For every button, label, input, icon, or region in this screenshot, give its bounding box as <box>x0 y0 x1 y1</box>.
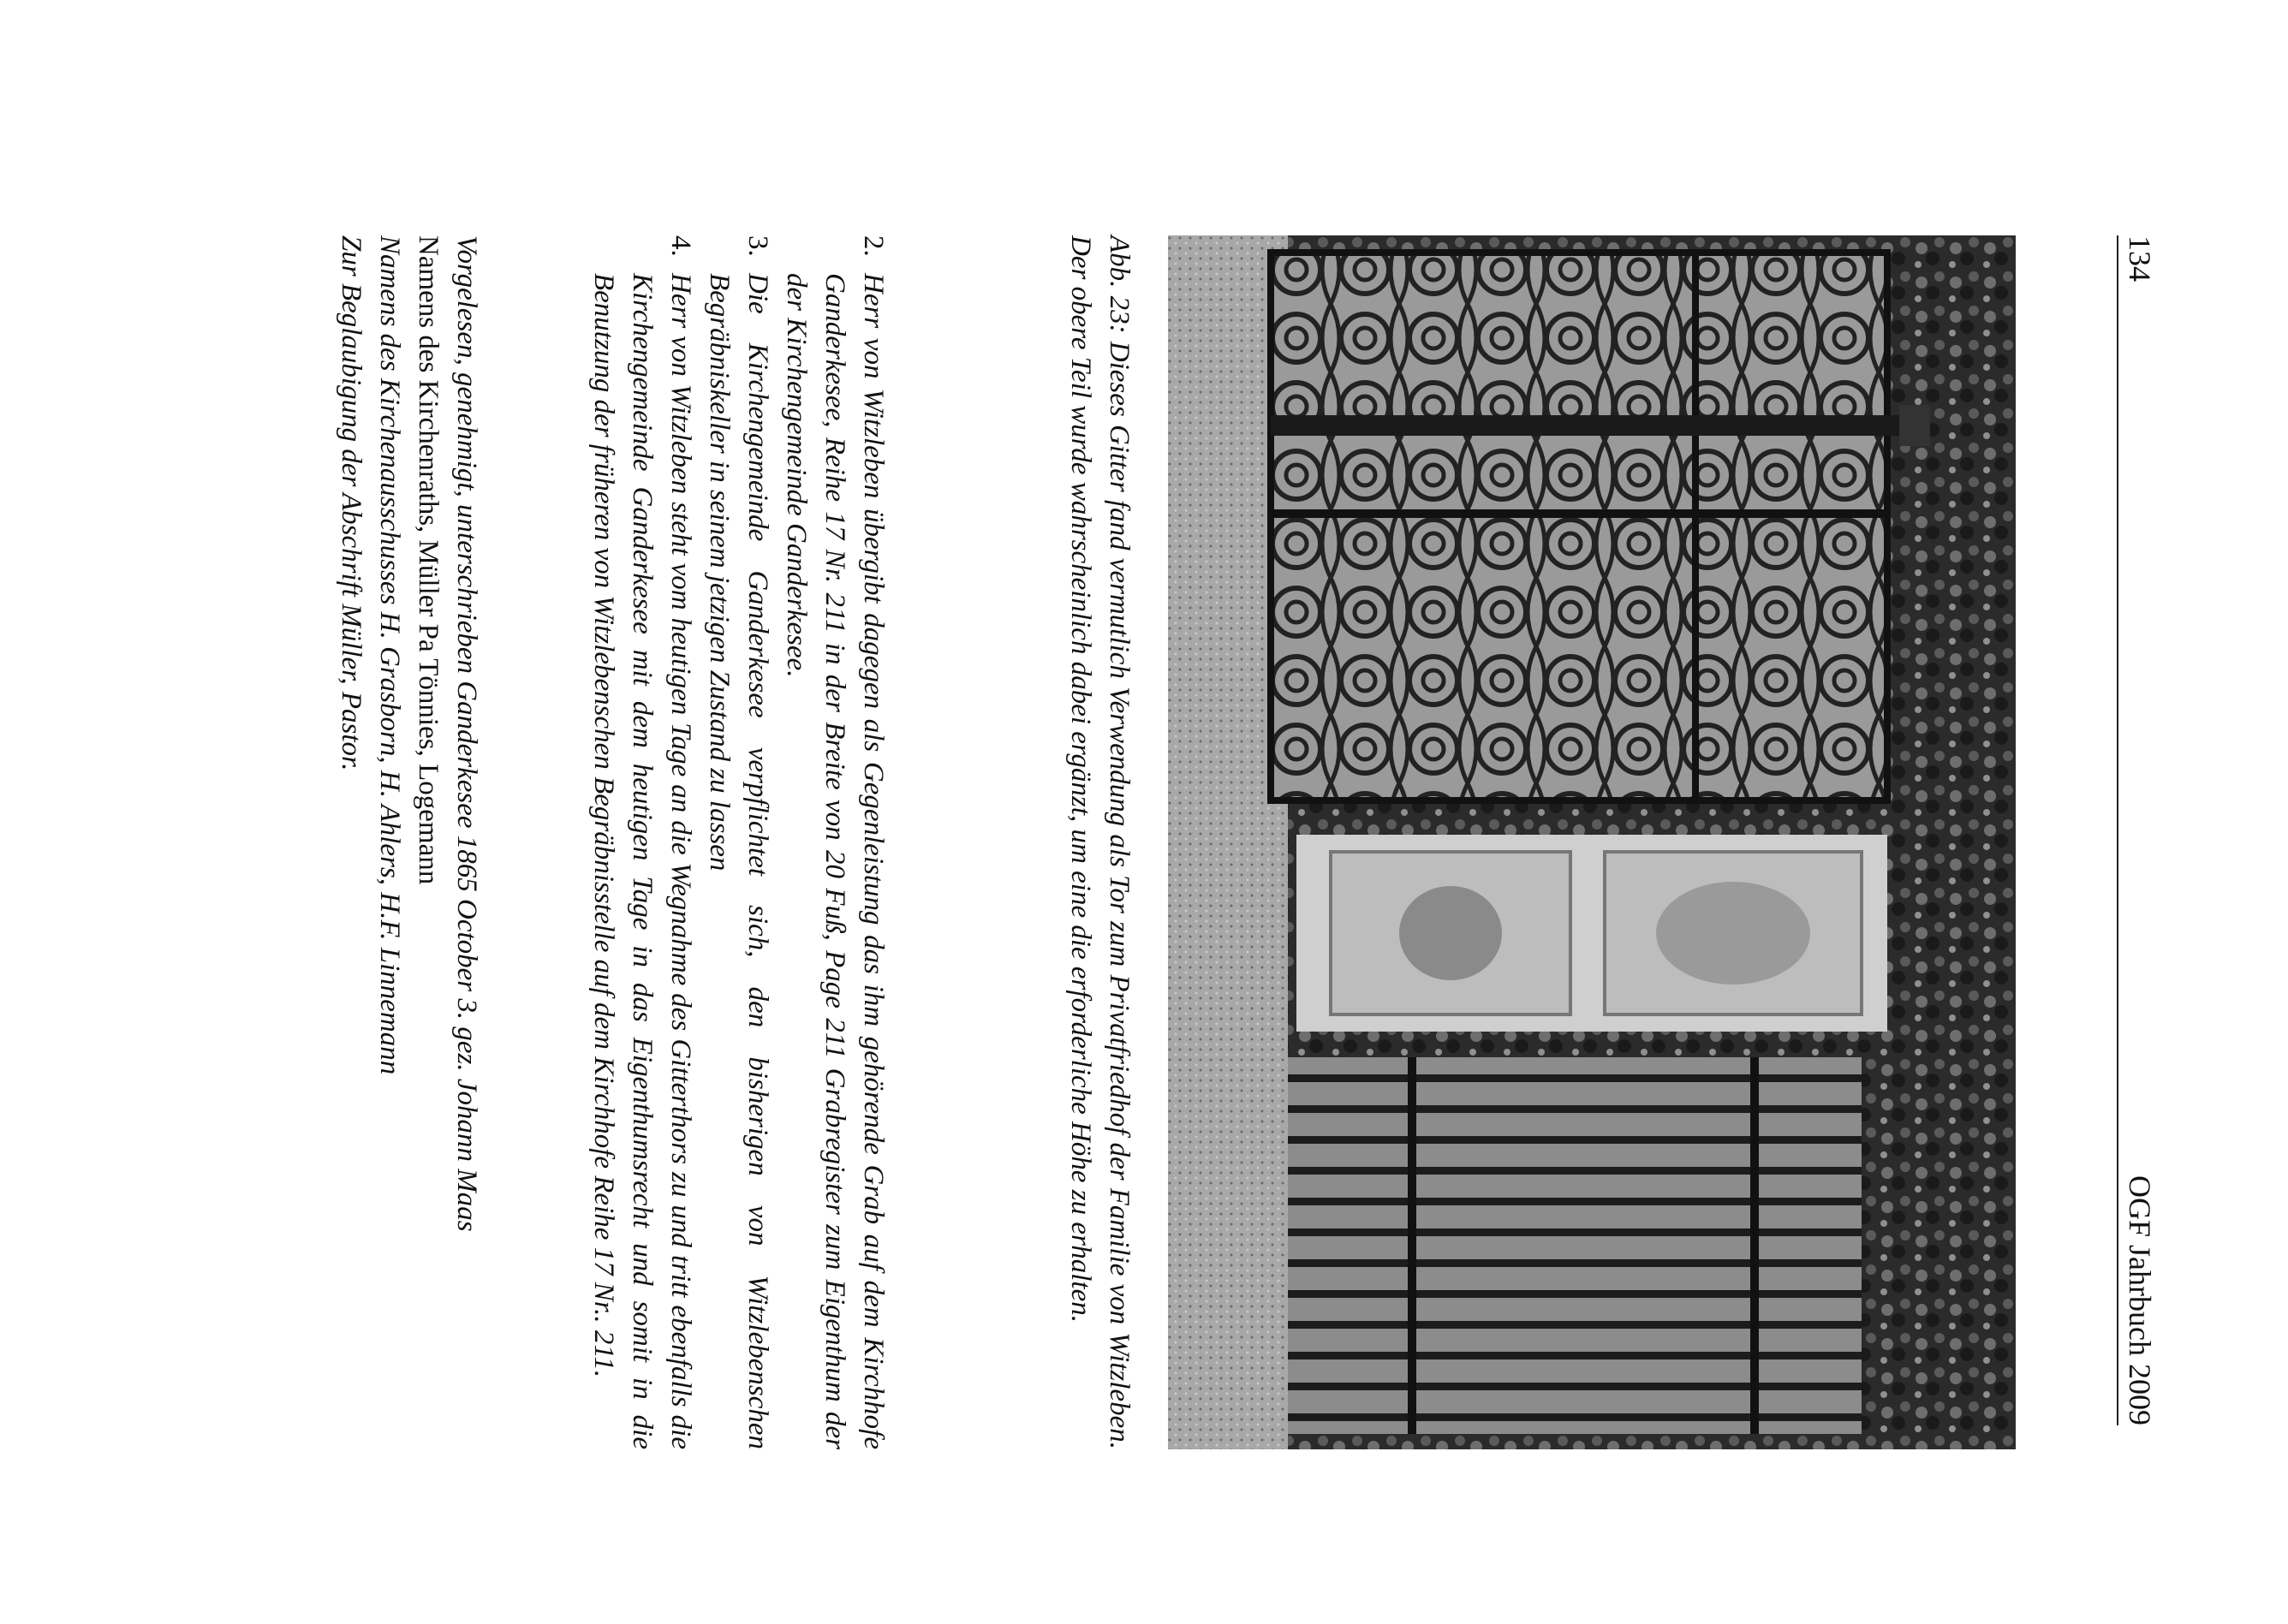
protocol-statement: Vorgelesen, genehmigt, unterschrieben Ganderkesee 1865 October 3. gez. Johann Maas <box>451 235 482 1232</box>
attestation-line: Zur Beglaubigung der Abschrift Müller, Pastor. <box>336 235 366 771</box>
numbered-list <box>584 235 892 1449</box>
closing-block <box>331 235 486 1449</box>
page-number: 134 <box>2123 235 2157 282</box>
list-number: 2. <box>858 235 889 257</box>
list-number: 3. <box>742 235 773 257</box>
figure-caption: Abb. 23: Dieses Gitter fand vermutlich Verwendung als Tor zum Privatfriedhof der Familie von Witzleben. Der obere Teil wurde wahrscheinlich dabei ergänzt, um eine die erforderliche Höhe zu erhalten. <box>1065 235 1135 1449</box>
list-text: Herr von Witzleben steht vom heutigen Tage an die Wegnahme des Gitterthors zu und tritt ebenfalls die Kirchengemeinde Ganderkesee mit dem heutigen Tage in das Eigenthumsrecht und somit in die Benutzung der früheren von Witzlebenschen Begräbnisstelle auf dem Kirchhofe Reihe 17 Nr.. 211. <box>588 273 696 1449</box>
list-item <box>777 235 892 1449</box>
list-text: Die Kirchengemeinde Ganderkesee verpflichtet sich, den bisherigen von Witzlebenschen Begräbniskeller in seinem jetzigen Zustand zu lassen <box>704 273 773 1449</box>
church-committee-signatures: Namens des Kirchenausschusses H. Grasborn, H. Ahlers, H.F. Linnemann <box>374 235 405 1075</box>
running-header <box>2117 235 2157 1425</box>
gate-photo <box>1168 235 2016 1449</box>
list-number: 4. <box>665 235 696 257</box>
list-item <box>700 235 777 1449</box>
church-council-signatures: Namens des Kirchenraths, Müller Pa Tönnies, Logemann <box>413 235 444 885</box>
journal-title: OGF Jahrbuch 2009 <box>2123 1175 2157 1425</box>
list-text: Herr von Witzleben übergibt dagegen als Gegenleistung das ihm gehörende Grab auf dem Kirchhofe Ganderkesee, Reihe 17 Nr. 211 in der Breite von 20 Fuß, Page 211 Grabregister zum Eigenthum der der Kirchengemeinde Ganderkesee. <box>781 273 889 1449</box>
list-item <box>584 235 700 1449</box>
wrought-iron-gate-photo-icon <box>1168 235 2016 1449</box>
